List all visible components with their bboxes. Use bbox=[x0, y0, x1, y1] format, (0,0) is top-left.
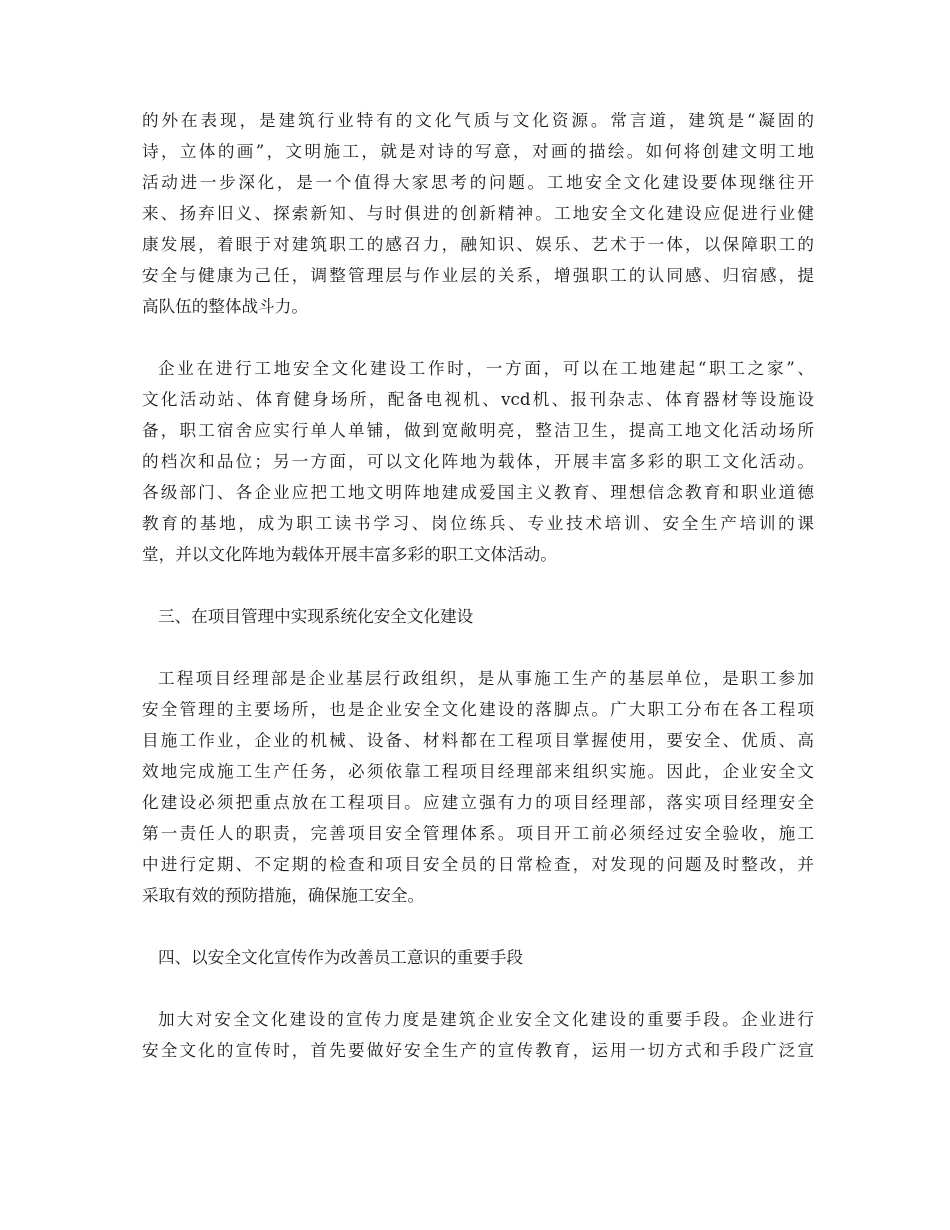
paragraph-line: 康发展，着眼于对建筑职工的感召力，融知识、娱乐、艺术于一体，以保障职工的 bbox=[142, 235, 814, 254]
paragraph-line: 备，职工宿舍应实行单人单铺，做到宽敞明亮，整洁卫生，提高工地文化活动场所 bbox=[142, 421, 814, 440]
paragraph-3 bbox=[142, 663, 814, 911]
paragraph-line: 来、扬弃旧义、探索新知、与时俱进的创新精神。工地安全文化建设应促进行业健 bbox=[142, 204, 814, 223]
paragraph-line: 的外在表现，是建筑行业特有的文化气质与文化资源。常言道，建筑是“凝固的 bbox=[142, 111, 814, 130]
paragraph-line: 安全文化的宣传时，首先要做好安全生产的宣传教育，运用一切方式和手段广泛宣 bbox=[142, 1041, 814, 1060]
paragraph-line: 诗，立体的画”，文明施工，就是对诗的写意，对画的描绘。如何将创建文明工地 bbox=[142, 142, 814, 161]
paragraph-line: 企业在进行工地安全文化建设工作时，一方面，可以在工地建起“职工之家”、 bbox=[158, 359, 814, 378]
paragraph-line: 采取有效的预防措施，确保施工安全。 bbox=[142, 886, 425, 905]
paragraph-line: 活动进一步深化，是一个值得大家思考的问题。工地安全文化建设要体现继往开 bbox=[142, 173, 814, 192]
paragraph-2 bbox=[142, 353, 814, 570]
section-heading-4 bbox=[142, 942, 814, 973]
paragraph-line: 安全与健康为己任，调整管理层与作业层的关系，增强职工的认同感、归宿感，提 bbox=[142, 266, 814, 285]
paragraph-line: 安全管理的主要场所，也是企业安全文化建设的落脚点。广大职工分布在各工程项 bbox=[142, 700, 814, 719]
paragraph-line: 效地完成施工生产任务，必须依靠工程项目经理部来组织实施。因此，企业安全文 bbox=[142, 762, 814, 781]
paragraph-line: 各级部门、各企业应把工地文明阵地建成爱国主义教育、理想信念教育和职业道德 bbox=[142, 483, 814, 502]
paragraph-line: 加大对安全文化建设的宣传力度是建筑企业安全文化建设的重要手段。企业进行 bbox=[158, 1010, 814, 1029]
paragraph-line: 目施工作业，企业的机械、设备、材料都在工程项目掌握使用，要安全、优质、高 bbox=[142, 731, 814, 750]
section-heading-text: 四、以安全文化宣传作为改善员工意识的重要手段 bbox=[158, 948, 524, 967]
paragraph-line: 工程项目经理部是企业基层行政组织，是从事施工生产的基层单位，是职工参加 bbox=[158, 669, 814, 688]
paragraph-line: 的档次和品位；另一方面，可以文化阵地为载体，开展丰富多彩的职工文化活动。 bbox=[142, 452, 814, 471]
section-heading-3 bbox=[142, 601, 814, 632]
paragraph-line: 第一责任人的职责，完善项目安全管理体系。项目开工前必须经过安全验收，施工 bbox=[142, 824, 814, 843]
paragraph-line: 文化活动站、体育健身场所，配备电视机、vcd机、报刊杂志、体育器材等设施设 bbox=[142, 390, 814, 409]
paragraph-1 bbox=[142, 105, 814, 322]
document-body bbox=[142, 105, 814, 1097]
paragraph-line: 教育的基地，成为职工读书学习、岗位练兵、专业技术培训、安全生产培训的课 bbox=[142, 514, 814, 533]
paragraph-4 bbox=[142, 1004, 814, 1066]
paragraph-line: 化建设必须把重点放在工程项目。应建立强有力的项目经理部，落实项目经理安全 bbox=[142, 793, 814, 812]
paragraph-line: 高队伍的整体战斗力。 bbox=[142, 297, 308, 316]
section-heading-text: 三、在项目管理中实现系统化安全文化建设 bbox=[158, 607, 474, 626]
paragraph-line: 堂，并以文化阵地为载体开展丰富多彩的职工文体活动。 bbox=[142, 545, 557, 564]
paragraph-line: 中进行定期、不定期的检查和项目安全员的日常检查，对发现的问题及时整改，并 bbox=[142, 855, 814, 874]
